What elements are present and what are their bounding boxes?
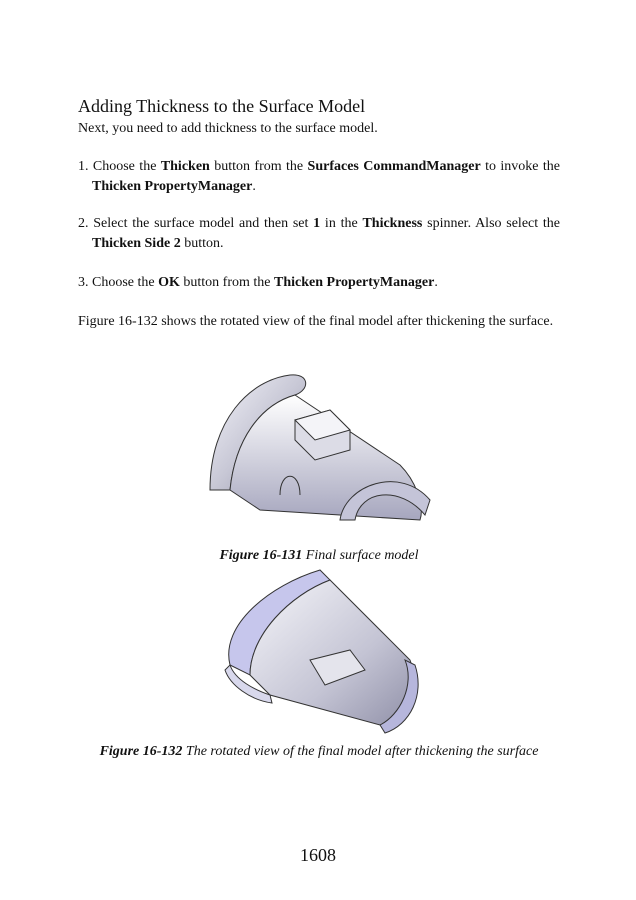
rotated-final-model-figure [210, 565, 430, 735]
figure-16-131-caption: Figure 16-131 Final surface model [219, 548, 419, 563]
step-2: 2. Select the surface model and then set 1 in the Thickness spinner. Also select the Thicken Side 2 button. [78, 216, 561, 251]
intro-text: Next, you need to add thickness to the surface model. [78, 121, 378, 136]
figure-reference-paragraph: Figure 16-132 shows the rotated view of the final model after thickening the surface. [78, 314, 554, 329]
step-1: 1. Choose the Thicken button from the Surfaces CommandManager to invoke the Thicken PropertyManager. [78, 159, 560, 194]
page-number: 1608 [300, 845, 336, 865]
step-3: 3. Choose the OK button from the Thicken PropertyManager. [78, 275, 438, 290]
figure-16-132-caption: Figure 16-132 The rotated view of the final model after thickening the surface [99, 744, 539, 759]
section-heading: Adding Thickness to the Surface Model [78, 96, 366, 116]
final-surface-model-figure [200, 370, 440, 540]
